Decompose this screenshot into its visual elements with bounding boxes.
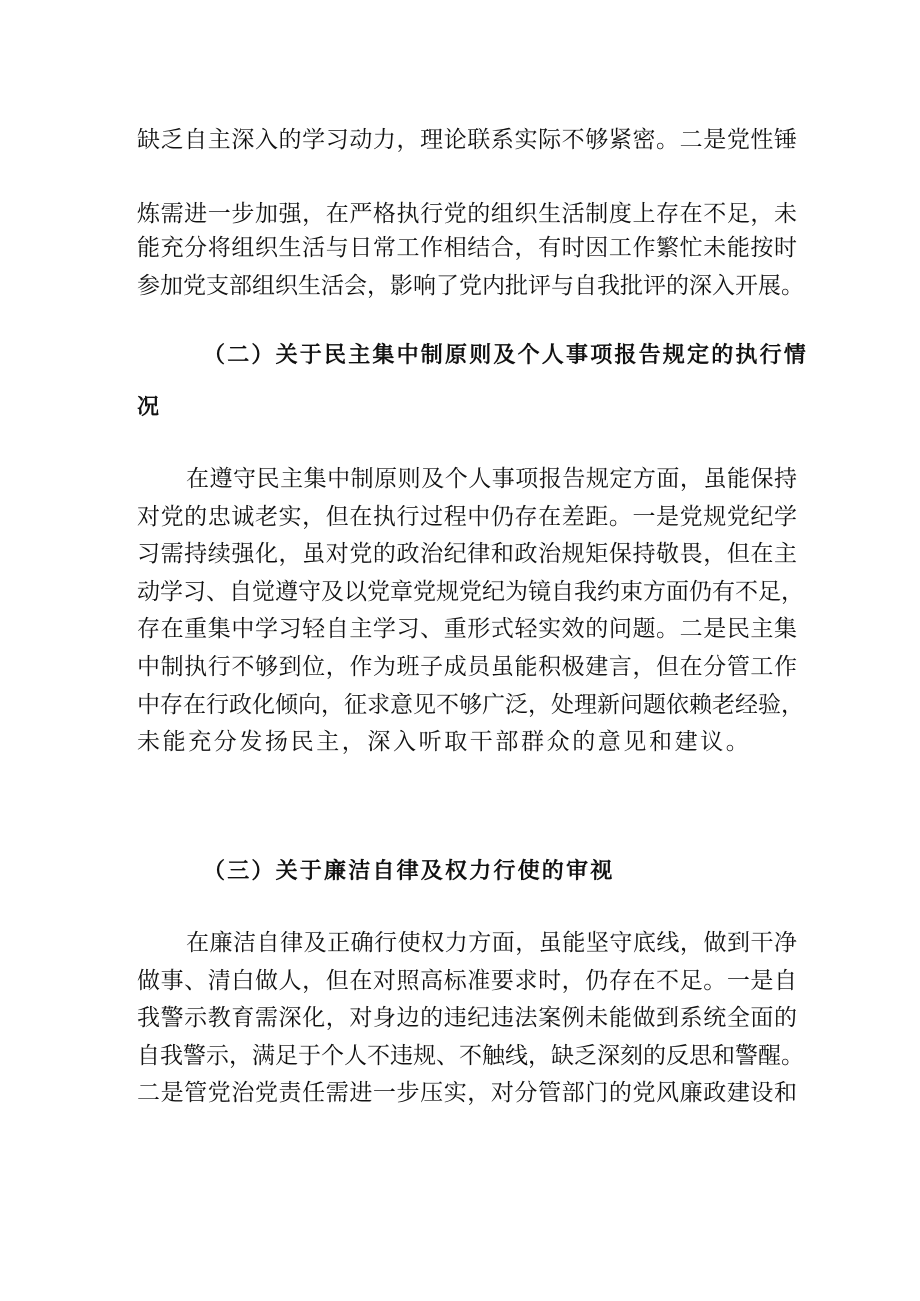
paragraph-2-line-5: 存在重集中学习轻自主学习、重形式轻实效的问题。二是民主集 [137,616,797,642]
paragraph-3-line-2: 做事、清白做人，但在对照高标准要求时，仍存在不足。一是自 [137,968,797,994]
paragraph-1-line-1: 缺乏自主深入的学习动力，理论联系实际不够紧密。二是党性锤 [137,127,797,153]
paragraph-3-line-4: 自我警示，满足于个人不违规、不触线，缺乏深刻的反思和警醒。 [137,1043,804,1069]
paragraph-1-line-3: 能充分将组织生活与日常工作相结合，有时因工作繁忙未能按时 [137,235,797,261]
paragraph-1-line-2: 炼需进一步加强，在严格执行党的组织生活制度上存在不足，未 [137,201,797,227]
section-heading-3: （三）关于廉洁自律及权力行使的审视 [203,859,615,884]
paragraph-2-line-8: 未能充分发扬民主，深入听取干部群众的意见和建议。 [137,729,752,755]
paragraph-1-line-4: 参加党支部组织生活会，影响了党内批评与自我批评的深入开展。 [137,273,804,299]
paragraph-2-line-7: 中存在行政化倾向，征求意见不够广泛，处理新问题依赖老经验， [137,692,804,718]
paragraph-2-line-2: 对党的忠诚老实，但在执行过程中仍存在差距。一是党规党纪学 [137,504,797,530]
paragraph-2-line-1: 在遵守民主集中制原则及个人事项报告规定方面，虽能保持 [186,466,797,492]
section-heading-2-line-1: （二）关于民主集中制原则及个人事项报告规定的执行情 [203,343,809,368]
paragraph-2-line-6: 中制执行不够到位，作为班子成员虽能积极建言，但在分管工作 [137,654,797,680]
paragraph-3-line-3: 我警示教育需深化，对身边的违纪违法案例未能做到系统全面的 [137,1005,797,1031]
section-heading-2-line-2: 况 [137,395,162,420]
paragraph-2-line-4: 动学习、自觉遵守及以党章党规党纪为镜自我约束方面仍有不足， [137,579,804,605]
paragraph-3-line-1: 在廉洁自律及正确行使权力方面，虽能坚守底线，做到干净 [186,930,797,956]
paragraph-2-line-3: 习需持续强化，虽对党的政治纪律和政治规矩保持敬畏，但在主 [137,541,797,567]
paragraph-3-line-5: 二是管党治党责任需进一步压实，对分管部门的党风廉政建设和 [137,1080,797,1106]
